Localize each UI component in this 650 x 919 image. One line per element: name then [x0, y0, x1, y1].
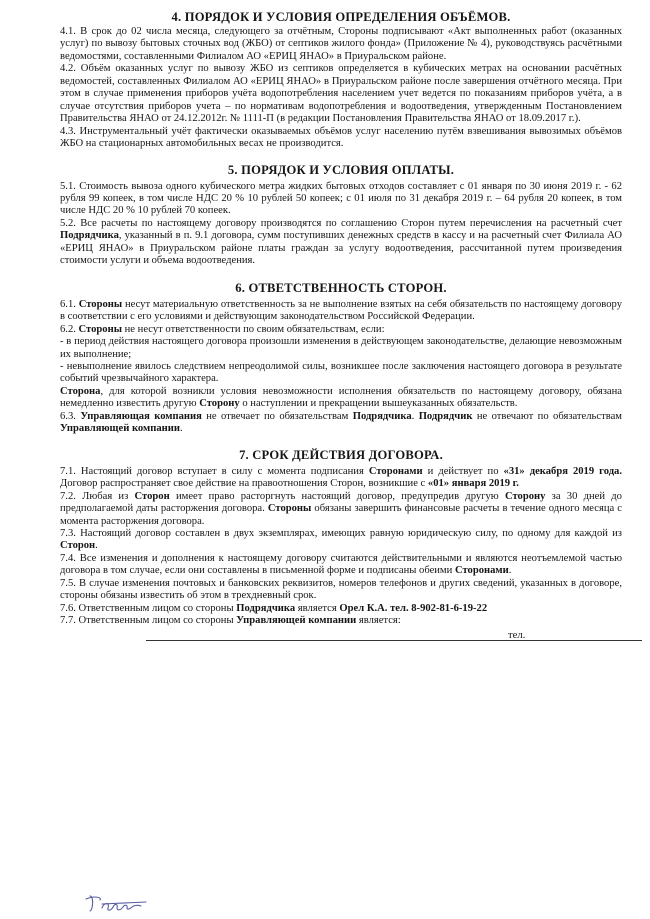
paragraph-7-1: 7.1. Настоящий договор вступает в силу с момента подписания Сторонами и действует по «31» декабря 2019 года. Договор распространяет свое действие на правоотношения Сторон, возникшие с «01» января 2019 г. [60, 465, 622, 490]
paragraph-4-1: 4.1. В срок до 02 числа месяца, следующего за отчётным, Стороны подписывают «Акт выполненных работ (оказанных услуг) по вывозу бытовых сточных вод (ЖБО) от септиков жилого фонда» (Приложение № 4), руководствуясь расчётными ведомостями, составленными Филиалом АО «ЕРИЦ ЯНАО» в Приуральском районе. [60, 26, 622, 62]
section-5 [60, 163, 622, 268]
handwritten-signature [84, 892, 154, 914]
paragraph-7-2: 7.2. Любая из Сторон имеет право расторгнуть настоящий договор, предупредив другую Сторону за 30 дней до предполагаемой даты расторжения договора. Стороны обязаны завершить финансовые расчеты в течение одного месяца с момента расторжения договора. [60, 490, 622, 527]
paragraph-7-7: 7.7. Ответственным лицом со стороны Управляющей компании является: [60, 615, 401, 627]
paragraph-7-5: 7.5. В случае изменения почтовых и банковских реквизитов, номеров телефонов и других сведений, указанных в договоре, стороны обязаны известить об этом в трехдневный срок. [60, 577, 622, 602]
paragraph-6-1: 6.1. Стороны несут материальную ответственность за не выполнение взятых на себя обязательств по настоящему договору в соответствии с его условиями и действующим законодательством Российской Федерации. [60, 298, 622, 323]
section-title: 5. ПОРЯДОК И УСЛОВИЯ ОПЛАТЫ. [227, 162, 455, 177]
contact-name-line [146, 640, 532, 641]
tel-label: тел. [508, 629, 526, 641]
paragraph-6-2-item-2: - невыполнение явилось следствием непреодолимой силы, возникшее после заключения настоящего договора в результате событий чрезвычайного характера. [60, 360, 622, 385]
paragraph-7-4: 7.4. Все изменения и дополнения к настоящему договору считаются действительными и являются неотъемлемой частью договора в том случае, если они составлены в письменной форме и подписаны обеими Сторонами. [60, 552, 622, 577]
section-title: 6. ОТВЕТСТВЕННОСТЬ СТОРОН. [235, 280, 447, 295]
paragraph-6-2: 6.2. Стороны не несут ответственности по своим обязательствам, если: [60, 323, 385, 335]
paragraph-6-3: 6.3. Управляющая компания не отвечает по обязательствам Подрядчика. Подрядчик не отвечают по обязательствам Управляющей компании. [60, 410, 622, 435]
section-4 [60, 10, 622, 151]
paragraph-7-6: 7.6. Ответственным лицом со стороны Подрядчика является Орел К.А. тел. 8-902-81-6-19-22 [60, 602, 488, 614]
paragraph-4-2: 4.2. Объём оказанных услуг по вывозу ЖБО из септиков определяется в кубических метрах на основании расчётных ведомостей, составленных Филиалом АО «ЕРИЦ ЯНАО» в Приуральском районе после завершения отчётного месяца. При этом в случае применения приборов учёта водопотребления населением учет ведется по показаниям приборов учёта, а в случае отсутствия приборов учета – по нормативам водопотребления и водоотведения, утвержденным Постановлением Правительства ЯНАО от 24.12.2012г. № 1111-П (в редакции Постановления Правительства ЯНАО от 18.09.2017 г.). [60, 63, 622, 125]
section-7 [60, 448, 622, 650]
tel-line [532, 640, 642, 641]
section-title: 4. ПОРЯДОК И УСЛОВИЯ ОПРЕДЕЛЕНИЯ ОБЪЁМОВ. [171, 10, 511, 24]
section-title: 7. СРОК ДЕЙСТВИЯ ДОГОВОРА. [239, 447, 443, 462]
section-6 [60, 281, 622, 436]
paragraph-5-2: 5.2. Все расчеты по настоящему договору производятся по соглашению Сторон путем перечисления на расчетный счет Подрядчика, указанный в п. 9.1 договора, сумм поступивших денежных средств в кассу и на расчетный счет Филиала АО «ЕРИЦ ЯНАО» в Приуральском районе платы граждан за услугу водоотведения, рассчитанной путем произведения стоимости услуги и объема водоотведения. [60, 217, 622, 267]
paragraph-4-3: 4.3. Инструментальный учёт фактически оказываемых объёмов услуг населению путём взвешивания вывозимых объёмов ЖБО на стационарных автомобильных весах не производится. [60, 125, 622, 150]
paragraph-6-2-note: Сторона, для которой возникли условия невозможности исполнения обязательств по настоящему договору, обязана немедленно известить другую Сторону о наступлении и прекращении вышеуказанных обязательств. [60, 385, 622, 410]
paragraph-7-3: 7.3. Настоящий договор составлен в двух экземплярах, имеющих равную юридическую силу, по одному для каждой из Сторон. [60, 527, 622, 552]
contact-line-row [60, 628, 622, 650]
paragraph-5-1: 5.1. Стоимость вывоза одного кубического метра жидких бытовых отходов составляет с 01 января по 30 июня 2019 г. - 62 рубля 99 копеек, в том числе НДС 20 % 10 рублей 50 копеек; с 01 июля по 31 декабря 2019 г. – 64 рубля 20 копеек, в том числе НДС 20 % 10 рублей 70 копеек. [60, 180, 622, 217]
paragraph-6-2-item-1: - в период действия настоящего договора произошли изменения в действующем законодательстве, делающие невозможным их выполнение; [60, 336, 622, 360]
